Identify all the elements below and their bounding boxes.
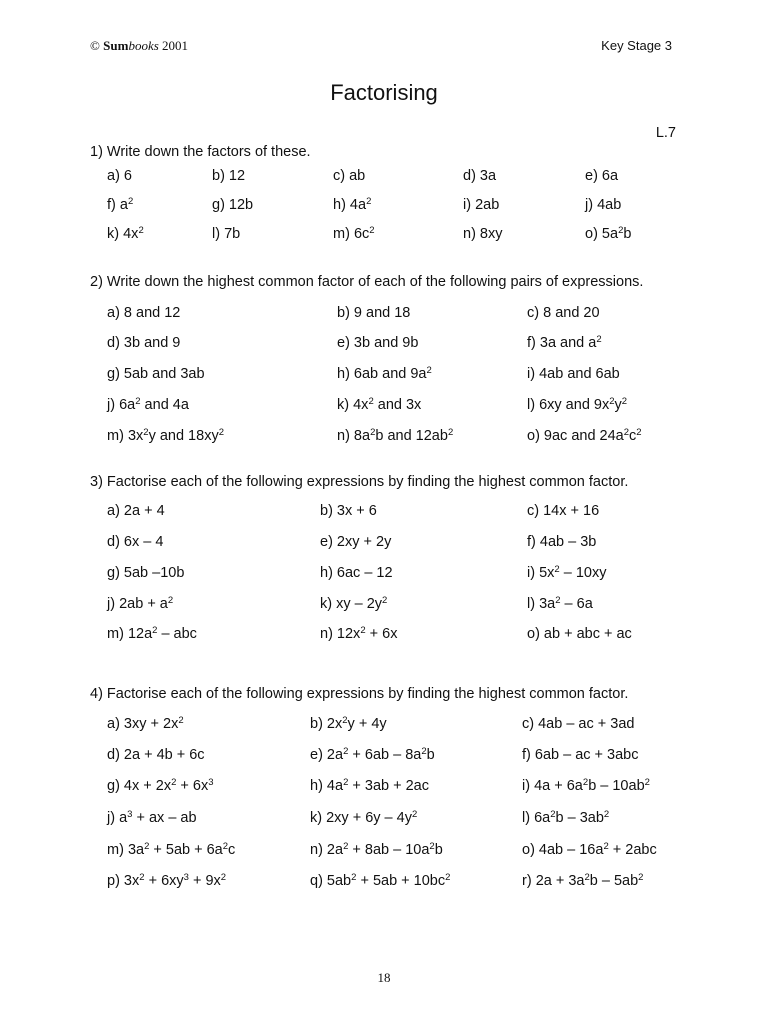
q1-item-k: k) $4x^2$: [107, 225, 144, 242]
q1-item-h: h) $4a^2$: [333, 196, 372, 213]
q2-item-a: a) 8 and 12: [107, 305, 181, 321]
q1-item-c: c) ab: [333, 168, 366, 184]
q4-item-k: k) $2xy + 6y - 4y^2$: [310, 809, 418, 826]
q1-item-l: l) 7b: [212, 226, 241, 242]
question-2-text: 2) Write down the highest common factor of each of the following pairs of expressions.: [90, 274, 644, 290]
q1-item-g: g) 12b: [212, 197, 254, 213]
q3-item-o: o) ab + abc + ac: [527, 626, 632, 642]
q4-item-h: h) $4a^2 + 3ab + 2ac$: [310, 777, 429, 794]
q4-item-c: c) 4ab – ac + 3ad: [522, 716, 635, 732]
page-title: Factorising: [330, 80, 438, 105]
q1-item-n: n) 8xy: [463, 226, 503, 242]
q3-item-j: j) $2ab + a^2$: [107, 595, 174, 612]
q3-item-n: n) $12x^2 + 6x$: [320, 625, 398, 642]
q4-item-d: d) 2a + 4b + 6c: [107, 747, 205, 763]
q1-item-a: a) 6: [107, 168, 132, 184]
q2-item-j: j) $6a^2$ and 4a: [107, 396, 189, 413]
q1-item-e: e) 6a: [585, 168, 619, 184]
q1-item-o: o) $5a^2b$: [585, 225, 632, 242]
q3-item-k: k) xy – $2y^2$: [320, 595, 388, 612]
q1-item-j: j) 4ab: [585, 197, 622, 213]
q2-item-c: c) 8 and 20: [527, 305, 600, 321]
q2-item-o: o) 9ac and $24a^2c^2$: [527, 427, 642, 444]
q4-item-n: n) $2a^2 + 8ab - 10a^2b$: [310, 841, 443, 858]
q2-item-b: b) 9 and 18: [337, 305, 411, 321]
copyright-symbol: ©: [90, 38, 100, 53]
q2-item-e: e) 3b and 9b: [337, 335, 419, 351]
q1-item-b: b) 12: [212, 168, 246, 184]
q3-item-h: h) 6ac – 12: [320, 565, 393, 581]
q3-item-i: i) $5x^2 - 10xy$: [527, 564, 607, 581]
q4-item-f: f) 6ab – ac + 3abc: [522, 747, 639, 763]
question-1-text: 1) Write down the factors of these.: [90, 144, 311, 160]
q4-item-i: i) $4a + 6a^2b - 10ab^2$: [522, 777, 650, 794]
q2-item-n: n) $8a^2b$ and $12ab^2$: [337, 427, 454, 444]
copyright-year: 2001: [162, 38, 189, 53]
key-stage: Key Stage 3: [601, 38, 672, 53]
q3-item-d: d) 6x – 4: [107, 534, 164, 550]
q2-item-l: l) 6xy and $9x^2y^2$: [527, 396, 628, 413]
copyright-line: [90, 38, 188, 54]
q4-item-l: l) $6a^2b - 3ab^2$: [522, 809, 610, 826]
q4-item-o: o) $4ab - 16a^2 + 2abc$: [522, 841, 657, 858]
q2-item-m: m) $3x^2y$ and $18xy^2$: [107, 427, 224, 444]
q4-item-a: a) $3xy + 2x^2$: [107, 715, 184, 732]
q3-item-b: b) 3x + 6: [320, 503, 377, 519]
q1-item-d: d) 3a: [463, 168, 497, 184]
q3-item-g: g) 5ab –10b: [107, 565, 185, 581]
q4-item-r: r) $2a + 3a^2b - 5ab^2$: [522, 872, 644, 889]
q2-item-k: k) $4x^2$ and 3x: [337, 396, 422, 413]
q3-item-a: a) 2a + 4: [107, 503, 165, 519]
q4-item-j: j) $a^3$ + ax – ab: [107, 809, 197, 826]
question-3-text: 3) Factorise each of the following expressions by finding the highest common factor.: [90, 474, 629, 490]
q3-item-l: l) $3a^2 - 6a$: [527, 595, 593, 612]
q1-item-m: m) $6c^2$: [333, 225, 375, 242]
page-number: 18: [377, 970, 391, 985]
question-4-text: 4) Factorise each of the following expressions by finding the highest common factor.: [90, 686, 629, 702]
q4-item-m: m) $3a^2 + 5ab + 6a^2c$: [107, 841, 236, 858]
q3-item-f: f) 4ab – 3b: [527, 534, 597, 550]
q2-item-f: f) 3a and $a^2$: [527, 334, 602, 351]
q4-item-q: q) $5ab^2 + 5ab + 10bc^2$: [310, 872, 451, 889]
q4-item-g: g) $4x + 2x^2 + 6x^3$: [107, 777, 214, 794]
q4-item-b: b) $2x^2y + 4y$: [310, 715, 387, 732]
q4-item-p: p) $3x^2 + 6xy^3 + 9x^2$: [107, 872, 227, 889]
q3-item-m: m) $12a^2$ – abc: [107, 625, 197, 642]
q1-item-i: i) 2ab: [463, 197, 500, 213]
brand-bold: Sum: [103, 38, 129, 53]
level-label: L.7: [655, 125, 676, 141]
q3-item-e: e) 2xy + 2y: [320, 534, 392, 550]
q2-item-g: g) 5ab and 3ab: [107, 366, 205, 382]
q2-item-i: i) 4ab and 6ab: [527, 366, 620, 382]
q4-item-e: e) $2a^2 + 6ab - 8a^2b$: [310, 746, 435, 763]
q1-item-f: f) $a^2$: [107, 196, 134, 213]
q2-item-h: h) 6ab and $9a^2$: [337, 365, 432, 382]
q2-item-d: d) 3b and 9: [107, 335, 181, 351]
brand-italic: books: [128, 38, 159, 53]
q3-item-c: c) 14x + 16: [527, 503, 600, 519]
